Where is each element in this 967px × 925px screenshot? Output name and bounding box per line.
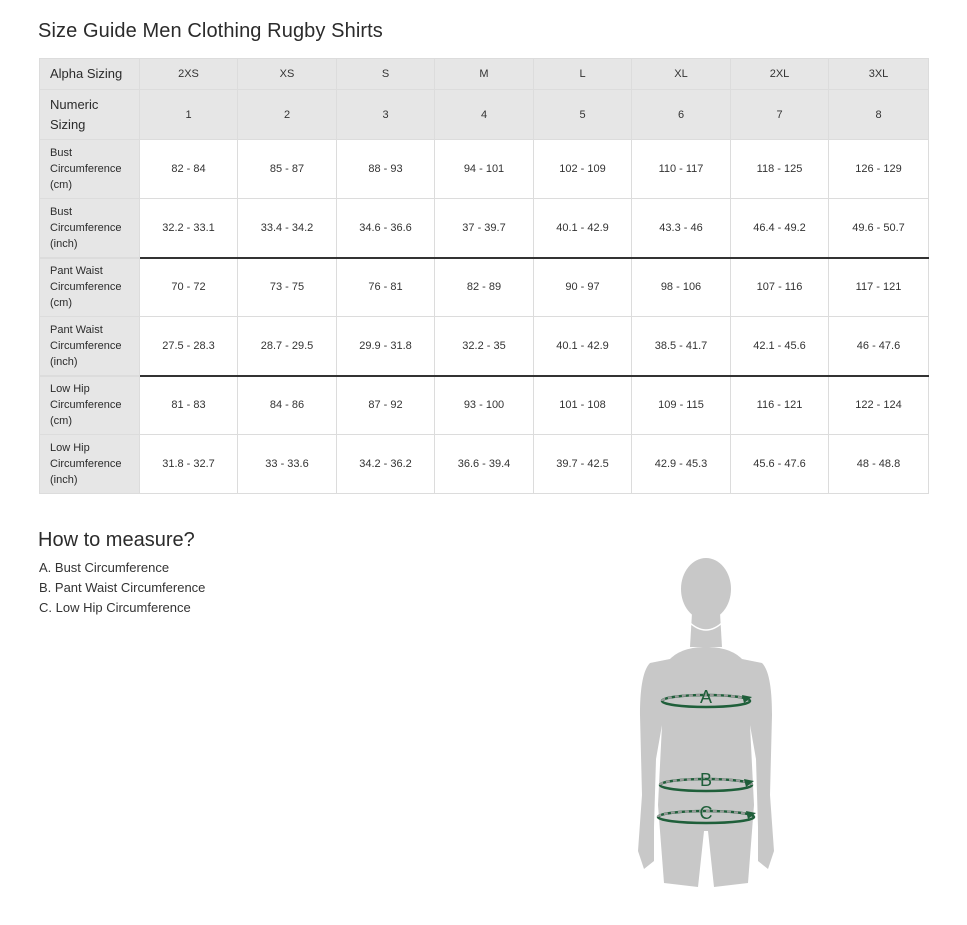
- table-cell: 48 - 48.8: [829, 435, 929, 494]
- table-cell: 27.5 - 28.3: [140, 317, 238, 376]
- table-cell: 90 - 97: [534, 258, 632, 317]
- table-cell: 39.7 - 42.5: [534, 435, 632, 494]
- table-cell: 98 - 106: [632, 258, 731, 317]
- numeric-size: 4: [435, 90, 534, 140]
- table-cell: 34.6 - 36.6: [337, 199, 435, 258]
- list-item: A. Bust Circumference: [39, 560, 170, 575]
- table-cell: 49.6 - 50.7: [829, 199, 929, 258]
- numeric-size: 7: [731, 90, 829, 140]
- row-label: Pant Waist Circumference (inch): [40, 317, 140, 376]
- table-row: [40, 199, 929, 258]
- alpha-sizing-label: Alpha Sizing: [40, 59, 140, 90]
- table-cell: 42.9 - 45.3: [632, 435, 731, 494]
- page-title: Size Guide Men Clothing Rugby Shirts: [38, 20, 383, 42]
- table-cell: 70 - 72: [140, 258, 238, 317]
- numeric-size: 6: [632, 90, 731, 140]
- table-cell: 40.1 - 42.9: [534, 317, 632, 376]
- hip-marker-label: C: [699, 803, 713, 823]
- table-cell: 28.7 - 29.5: [238, 317, 337, 376]
- numeric-size: 5: [534, 90, 632, 140]
- numeric-sizing-row: [40, 90, 929, 140]
- table-cell: 43.3 - 46: [632, 199, 731, 258]
- numeric-size: 3: [337, 90, 435, 140]
- table-cell: 118 - 125: [731, 140, 829, 199]
- alpha-sizing-row: [40, 59, 929, 90]
- table-row: [40, 258, 929, 317]
- alpha-size: 2XS: [140, 59, 238, 90]
- row-label: Low Hip Circumference (cm): [40, 376, 140, 435]
- alpha-size: 3XL: [829, 59, 929, 90]
- table-cell: 94 - 101: [435, 140, 534, 199]
- table-cell: 36.6 - 39.4: [435, 435, 534, 494]
- table-cell: 116 - 121: [731, 376, 829, 435]
- table-cell: 109 - 115: [632, 376, 731, 435]
- table-cell: 46.4 - 49.2: [731, 199, 829, 258]
- alpha-size: XL: [632, 59, 731, 90]
- table-cell: 102 - 109: [534, 140, 632, 199]
- table-cell: 85 - 87: [238, 140, 337, 199]
- body-measurement-figure: [630, 555, 780, 895]
- alpha-size: L: [534, 59, 632, 90]
- table-row: [40, 376, 929, 435]
- table-cell: 126 - 129: [829, 140, 929, 199]
- table-cell: 32.2 - 35: [435, 317, 534, 376]
- table-row: [40, 435, 929, 494]
- size-guide-table: [39, 58, 929, 494]
- table-cell: 42.1 - 45.6: [731, 317, 829, 376]
- alpha-size: M: [435, 59, 534, 90]
- table-cell: 33.4 - 34.2: [238, 199, 337, 258]
- table-cell: 34.2 - 36.2: [337, 435, 435, 494]
- table-cell: 31.8 - 32.7: [140, 435, 238, 494]
- table-cell: 37 - 39.7: [435, 199, 534, 258]
- body-silhouette: [638, 558, 774, 887]
- how-to-measure-title: How to measure?: [38, 529, 195, 551]
- numeric-sizing-label: Numeric Sizing: [40, 90, 140, 140]
- table-cell: 110 - 117: [632, 140, 731, 199]
- table-cell: 82 - 84: [140, 140, 238, 199]
- measurement-steps-list: [39, 558, 205, 618]
- alpha-size: XS: [238, 59, 337, 90]
- list-item: C. Low Hip Circumference: [39, 600, 191, 615]
- table-cell: 88 - 93: [337, 140, 435, 199]
- row-label: Bust Circumference (cm): [40, 140, 140, 199]
- bust-marker-label: A: [699, 687, 713, 707]
- table-cell: 38.5 - 41.7: [632, 317, 731, 376]
- table-cell: 46 - 47.6: [829, 317, 929, 376]
- row-label: Bust Circumference (inch): [40, 199, 140, 258]
- table-cell: 93 - 100: [435, 376, 534, 435]
- table-cell: 45.6 - 47.6: [731, 435, 829, 494]
- table-cell: 82 - 89: [435, 258, 534, 317]
- table-cell: 117 - 121: [829, 258, 929, 317]
- table-cell: 32.2 - 33.1: [140, 199, 238, 258]
- alpha-size: S: [337, 59, 435, 90]
- table-cell: 81 - 83: [140, 376, 238, 435]
- row-label: Pant Waist Circumference (cm): [40, 258, 140, 317]
- table-cell: 101 - 108: [534, 376, 632, 435]
- table-cell: 33 - 33.6: [238, 435, 337, 494]
- waist-marker-label: B: [699, 770, 713, 790]
- numeric-size: 8: [829, 90, 929, 140]
- table-cell: 76 - 81: [337, 258, 435, 317]
- row-label: Low Hip Circumference (inch): [40, 435, 140, 494]
- table-cell: 107 - 116: [731, 258, 829, 317]
- list-item: B. Pant Waist Circumference: [39, 580, 206, 595]
- table-cell: 87 - 92: [337, 376, 435, 435]
- table-row: [40, 140, 929, 199]
- table-cell: 40.1 - 42.9: [534, 199, 632, 258]
- table-cell: 73 - 75: [238, 258, 337, 317]
- table-cell: 84 - 86: [238, 376, 337, 435]
- table-row: [40, 317, 929, 376]
- alpha-size: 2XL: [731, 59, 829, 90]
- table-cell: 29.9 - 31.8: [337, 317, 435, 376]
- table-cell: 122 - 124: [829, 376, 929, 435]
- numeric-size: 1: [140, 90, 238, 140]
- numeric-size: 2: [238, 90, 337, 140]
